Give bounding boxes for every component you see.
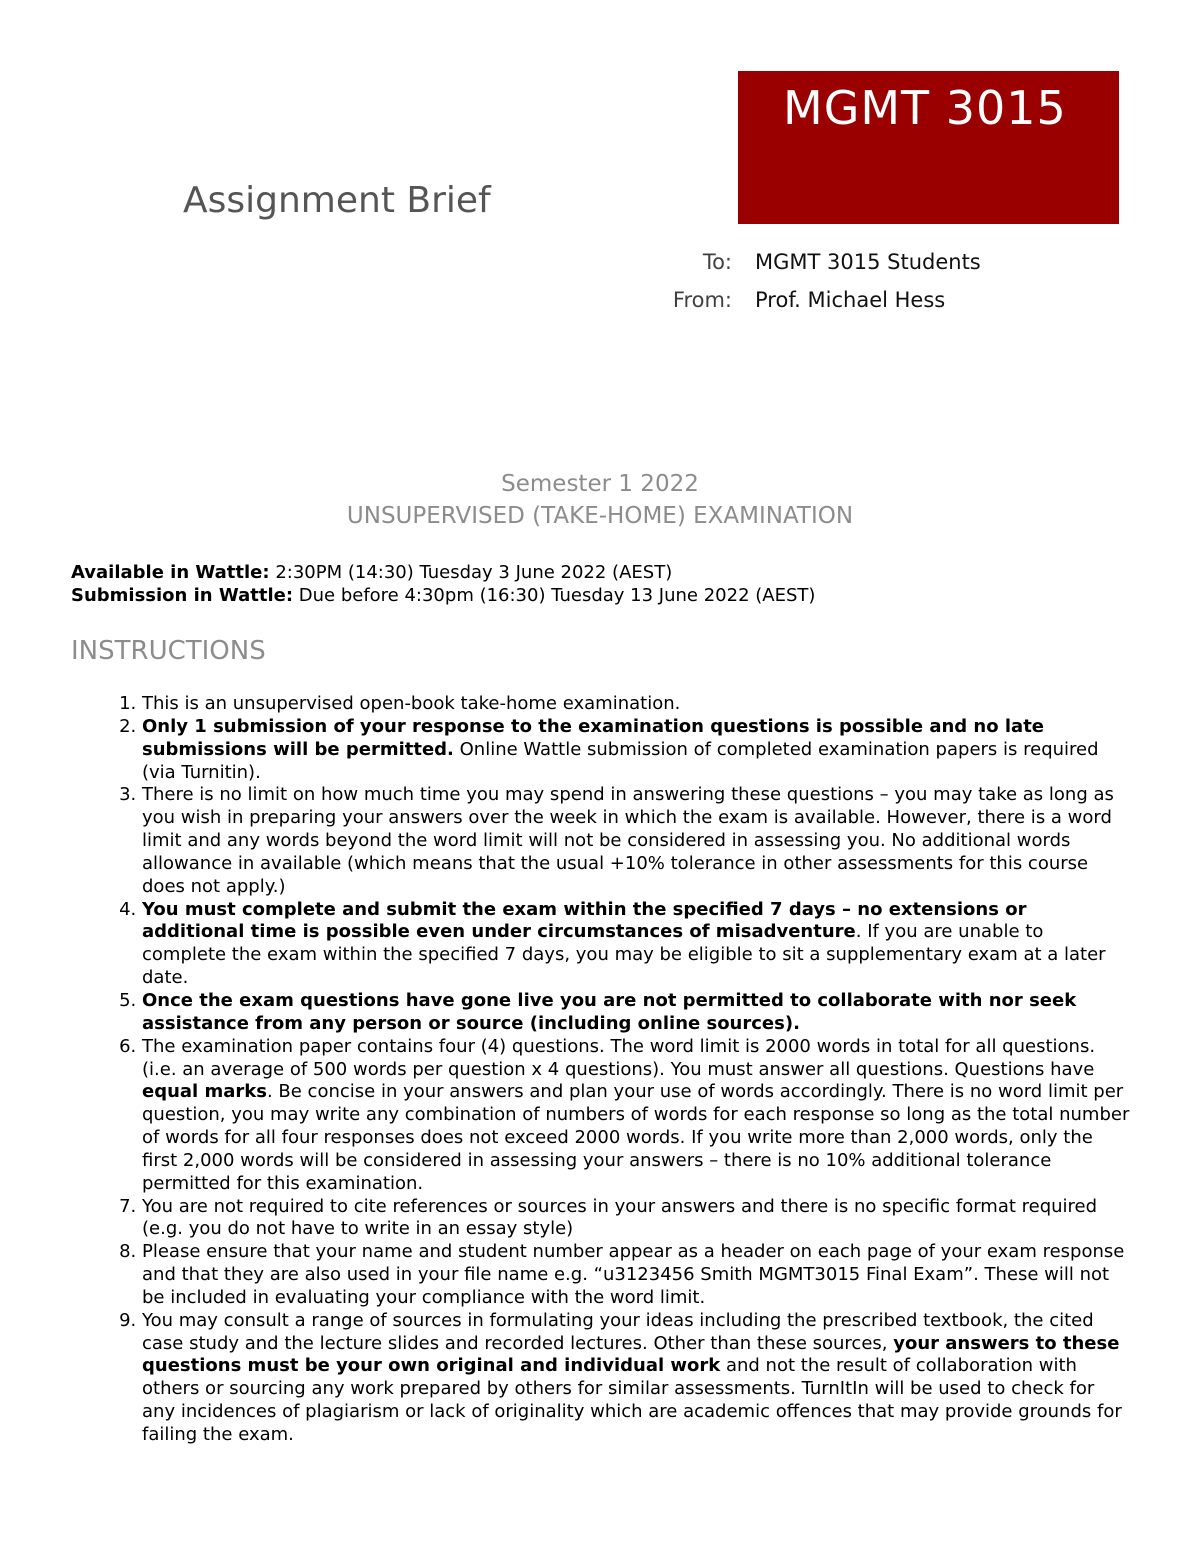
memo-from-label: From:	[672, 288, 732, 312]
availability-line	[71, 561, 672, 584]
instruction-8-text: Please ensure that your name and student number appear as a header on each page of your exam response and that they are also used in your file name e.g. “u3123456 Smith MGMT3015 Final Exam”. These will not be included in evaluating your compliance with the word limit.	[142, 1241, 1125, 1308]
course-code-banner	[738, 71, 1119, 224]
instruction-item-9	[142, 1310, 1133, 1447]
submission-value: Due before 4:30pm (16:30) Tuesday 13 June 2022 (AEST)	[293, 585, 816, 606]
instruction-2-text: Online Wattle submission of completed examination papers is required (via Turnitin).	[142, 738, 1099, 783]
semester-heading: Semester 1 2022	[501, 471, 699, 497]
instruction-5-bold: Once the exam questions have gone live you are not permitted to collaborate with nor seek assistance from any person or source (including online sources).	[142, 989, 1077, 1034]
instruction-6-text-a: The examination paper contains four (4) questions. The word limit is 2000 words in total for all questions. (i.e. an average of 500 words per question x 4 questions). You must answer all questions. Questions have	[142, 1035, 1096, 1080]
instruction-4-text: . If you are unable to complete the exam within the specified 7 days, you may be eligible to sit a supplementary exam at a later date.	[142, 921, 1106, 989]
course-code: MGMT 3015	[783, 81, 1067, 135]
instruction-6-bold: equal marks	[142, 1081, 267, 1103]
memo-from-row	[0, 288, 1200, 316]
memo-from-value: Prof. Michael Hess	[755, 288, 946, 312]
availability-label: Available in Wattle:	[71, 562, 270, 583]
document-title: Assignment Brief	[183, 180, 491, 221]
instruction-1-text: This is an unsupervised open-book take-home examination.	[142, 693, 681, 714]
instruction-item-8	[142, 1241, 1133, 1310]
instruction-6-text-b: . Be concise in your answers and plan your use of words accordingly. There is no word limit per question, you may write any combination of numbers of words for each response so long as the total number of words for all four responses does not exceed 2000 words. If you write more than 2,000 words, only the first 2,000 words will be considered in assessing your answers – there is no 10% additional tolerance permitted for this examination.	[142, 1081, 1130, 1194]
instruction-item-5	[142, 990, 1133, 1036]
instruction-item-2	[142, 716, 1133, 785]
instruction-item-3	[142, 784, 1133, 898]
memo-to-row	[0, 250, 1200, 278]
instruction-7-text: You are not required to cite references or sources in your answers and there is no specific format required (e.g. you do not have to write in an essay style)	[142, 1195, 1098, 1240]
submission-label: Submission in Wattle:	[71, 585, 294, 606]
instruction-item-1	[142, 693, 1133, 716]
instruction-9-text-a: You may consult a range of sources in formulating your ideas including the prescribed textbook, the cited case study and the lecture slides and recorded lectures. Other than these sources,	[142, 1309, 1094, 1354]
instructions-list	[71, 693, 1133, 1447]
availability-value: 2:30PM (14:30) Tuesday 3 June 2022 (AEST)	[269, 562, 673, 583]
memo-to-value: MGMT 3015 Students	[755, 250, 981, 274]
instruction-9-text-b: and not the result of collaboration with others or sourcing any work prepared by others for similar assessments. TurnItIn will be used to check for any incidences of plagiarism or lack of originality which are academic offences that may provide grounds for failing the exam.	[142, 1355, 1122, 1445]
exam-type-heading: UNSUPERVISED (TAKE-HOME) EXAMINATION	[346, 503, 854, 529]
instruction-item-7	[142, 1196, 1133, 1242]
instruction-3-text: There is no limit on how much time you may spend in answering these questions – you may take as long as you wish in preparing your answers over the week in which the exam is available. However, there is a word limit and any words beyond the word limit will not be considered in assessing you. No additional words allowance in available (which means that the usual +10% tolerance in other assessments for this course does not apply.)	[142, 784, 1114, 897]
memo-to-label: To:	[702, 250, 732, 274]
instruction-item-4	[142, 899, 1133, 990]
submission-line	[71, 584, 815, 607]
instruction-item-6	[142, 1036, 1133, 1196]
instructions-heading: INSTRUCTIONS	[71, 636, 266, 666]
instruction-4-bold: You must complete and submit the exam within the specified 7 days – no extensions or additional time is possible even under circumstances of misadventure	[142, 898, 1027, 943]
instruction-2-bold: Only 1 submission of your response to the examination questions is possible and no late submissions will be permitted.	[142, 715, 1045, 760]
instruction-9-bold: your answers to these questions must be your own original and individual work	[142, 1332, 1120, 1377]
